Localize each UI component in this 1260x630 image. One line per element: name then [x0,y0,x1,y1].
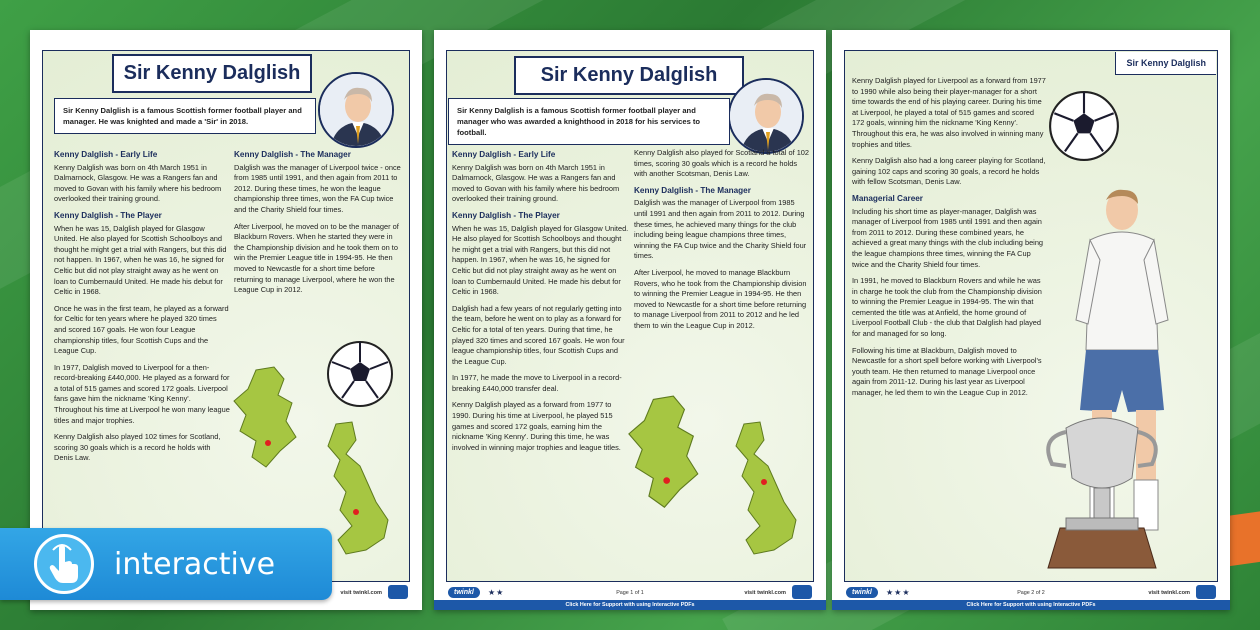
paragraph: Dalglish had a few years of not regularly getting into the team, before he went on to play as a forward for Celtic for a total of ten years. During that time, he played 320 times and scored 167 goals. He won four league championship titles, four Scottish Cups and the League Cup. [452,303,625,366]
worksheet-page-1 [30,30,422,610]
trophy-icon [1036,408,1168,583]
section-heading: Kenny Dalglish - Early Life [54,150,158,159]
interactive-label: interactive [114,546,276,582]
scotland-map-icon [620,390,720,525]
text-column-left [54,146,230,470]
scotland-map-icon [226,365,316,480]
footer-visit[interactable]: visit twinkl.com [340,590,382,596]
page-number: Page 2 of 2 [1017,590,1045,596]
page-footer [832,582,1230,610]
section-heading: Kenny Dalglish - The Manager [234,150,351,159]
text-column-left [452,146,630,459]
paragraph: Following his time at Blackburn, Dalglish moved to Newcastle for a short spell before working with Liverpool's youth team. He then returned to manage Liverpool once again from 2011-12. During his last year as Liverpool manager, he led them to win the League Cup in 2012. [852,345,1042,398]
corner-title: Sir Kenny Dalglish [1115,52,1216,75]
paragraph: After Liverpool, he moved on to be the manager of Blackburn Rovers. When he started they were in the Championship division and he took them on to win the Premier League title in 1994-95. He then moved to Newcastle for a short time before returning to manage Liverpool, where he won the League Cup in 2012. [234,221,399,295]
difficulty-stars: ★★★ [886,588,911,597]
football-icon [326,340,394,413]
page-number: Page 1 of 1 [616,590,644,596]
difficulty-stars: ★★ [488,588,505,597]
worksheet-page-2 [434,30,826,610]
paragraph: Kenny Dalglish played for Liverpool as a forward from 1977 to 1990 while also being their player-manager for a short time towards the end of his playing career. During his time at Liverpool, he played a total of 515 games and scored 172 goals, winning him the nickname 'King Kenny'. Throughout this era, he was also involved in winning many trophies and titles. [852,76,1046,149]
footer-visit[interactable]: visit twinkl.com [744,590,786,596]
support-link[interactable]: Click Here for Support with using Interactive PDFs [434,600,826,610]
worksheet-page-3 [832,30,1230,610]
paragraph: Including his short time as player-manager, Dalglish was manager of Liverpool from 1985 until 1991 and then again from 2011 to 2012. During these combined years, he achieved a great many things with the club including being the league champions three times, winning the FA Cup twice and the Charity Shield four times. [852,206,1044,269]
paragraph: When he was 15, Dalglish played for Glasgow United. He also played for Scottish Schoolboys and thought he might get a trial with Rangers, but this did not happen. In 1967, when he was 16, he signed for Celtic but did not play straight away as he went on loan to Cumbernauld United. He made his debut for Celtic in 1968. [54,223,227,297]
intro-text: Sir Kenny Dalglish is a famous Scottish former football player and manager who was awarded a knighthood in 2018 for his services to football. [448,98,730,145]
paragraph: Kenny Dalglish was born on 4th March 1951 in Dalmarnock, Glasgow. He was a Rangers fan and moved to Govan with his family where his bedroom overlooked their training ground. [54,162,222,204]
paragraph: Kenny Dalglish was born on 4th March 1951 in Dalmarnock, Glasgow. He was a Rangers fan and moved to Govan with his family where his bedroom overlooked their training ground. [452,162,620,204]
page-title: Sir Kenny Dalglish [514,56,744,95]
portrait-avatar [318,72,394,148]
section-heading: Kenny Dalglish - The Player [54,210,162,220]
paragraph: Dalglish was the manager of Liverpool twice - once from 1985 until 1991, and then again from 2011 to 2012. During these times, he won the league championship three times, won the FA Cup twice and the Charity Shield four times. [234,162,401,214]
twinkl-badge-icon [792,585,812,599]
football-icon [1048,90,1120,167]
page-title: Sir Kenny Dalglish [112,54,312,93]
section-heading: Kenny Dalglish - The Manager [634,185,751,195]
twinkl-logo[interactable]: twinkl [448,587,480,598]
footer-visit[interactable]: visit twinkl.com [1148,590,1190,596]
text-column-right [234,146,404,302]
intro-text: Sir Kenny Dalglish is a famous Scottish former football player and manager. He was knighted and made a 'Sir' in 2018. [54,98,316,134]
text-column [852,76,1048,405]
pointer-hand-icon [34,534,94,594]
twinkl-logo[interactable]: twinkl [846,587,878,598]
paragraph: In 1977, he made the move to Liverpool in a record-breaking £440,000 transfer deal. [452,373,622,393]
paragraph: When he was 15, Dalglish played for Glasgow United. He also played for Scottish Schoolboys and thought he might get a trial with Rangers, but this did not happen. In 1967, when he was 16, he signed for Celtic but did not play straight away as he went on loan to Cumbernauld United. He made his debut for Celtic in 1968. [452,223,629,297]
section-heading: Kenny Dalglish - The Player [452,210,560,220]
uk-map-icon [724,420,808,565]
interactive-banner[interactable] [0,528,332,600]
paragraph: In 1977, Dalglish moved to Liverpool for a then-record-breaking £440,000. He played as a forward for a total of 515 games and scored 172 goals. Liverpool fans gave him the nickname 'King Kenny'. Throughout his time at Liverpool he won many league titles and major trophies. [54,362,230,425]
paragraph: Kenny Dalglish played as a forward from 1977 to 1990. During his time at Liverpool, he played 515 games and scored 172 goals, earning him the nickname 'King Kenny'. During this time, he was involved in winning major trophies and league titles. [452,400,621,452]
twinkl-badge-icon [1196,585,1216,599]
paragraph: In 1991, he moved to Blackburn Rovers and while he was in charge he took the club from the Championship division to winning the Premier League in 1994-95. The win that cemented the title was at Anfield, the home ground of Liverpool Football Club - the club that Dalglish had played for and managed for so long. [852,276,1042,339]
paragraph: Once he was in the first team, he played as a forward for Celtic for ten years where he played 320 times and scored 167 goals. He won four League championship titles, four Scottish Cups and the League Cup. [54,303,229,356]
paragraph: Kenny Dalglish also had a long career playing for Scotland, gaining 102 caps and scoring 30 goals, a record he holds with fellow Scotsman, Denis Law. [852,156,1046,187]
twinkl-badge-icon [388,585,408,599]
section-heading: Kenny Dalglish - Early Life [452,150,556,159]
portrait-avatar [728,78,804,154]
paragraph: Kenny Dalglish also played 102 times for Scotland, scoring 30 goals which is a record he holds with Denis Law. [54,432,221,463]
paragraph: After Liverpool, he moved to manage Blackburn Rovers, who he took from the Championship division to winning the Premier League in 1994-95. He then moved to Newcastle for a short time before returning to manage Liverpool from 2011 to 2012 and he led them to win the League Cup in 2012. [634,267,807,330]
paragraph: Kenny Dalglish also played for Scotland a total of 102 times, scoring 30 goals which is a record he holds with another Scotsman, Denis Law. [634,148,810,179]
page-footer [434,582,826,610]
text-column-right [634,148,810,338]
section-heading: Managerial Career [852,193,923,203]
paragraph: Dalglish was the manager of Liverpool from 1985 until 1991 and then again from 2011 to 2012. During these times, he achieved many things for the club including being league champions three times, winning the FA Cup twice and the Charity Shield four times. [634,198,807,261]
support-link[interactable]: Click Here for Support with using Interactive PDFs [832,600,1230,610]
